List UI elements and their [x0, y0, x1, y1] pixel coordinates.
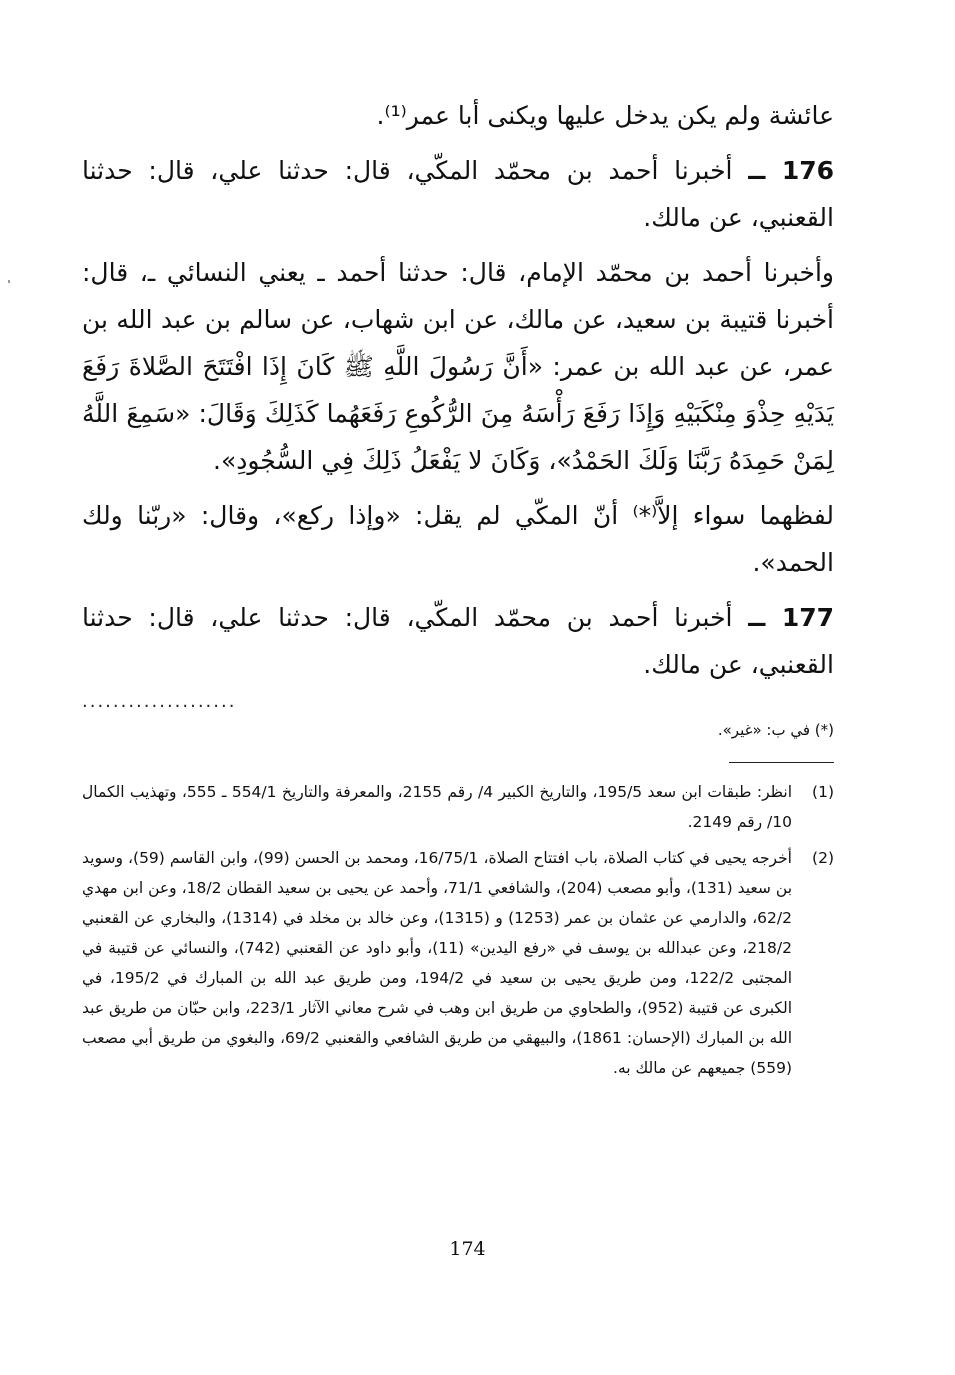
footnotes [82, 777, 834, 1083]
main-text [82, 92, 834, 688]
hadith-176 [82, 147, 834, 241]
text-line-aisha: عائشة ولم يكن يدخل عليها ويكنى أبا عمر⁽¹⁾. [376, 101, 834, 130]
hadith-176-text: أخبرنا أحمد بن محمّد المكّي، قال: حدثنا علي، قال: حدثنا القعنبي، عن مالك. [82, 156, 834, 232]
variant-note-paragraph: لفظهما سواء إلاَّ⁽*⁾ أنّ المكّي لم يقل: «وإذا ركع»، وقال: «ربّنا ولك الحمد». [82, 501, 834, 577]
footnote-separator [729, 762, 834, 763]
page-number: 174 [449, 1238, 486, 1260]
footnote-number: (1) [812, 783, 834, 801]
scan-speck [8, 280, 10, 283]
footnote-text: أخرجه يحيى في كتاب الصلاة، باب افتتاح الصلاة، 16/75/1، ومحمد بن الحسن (99)، وابن القاسم (59)، وسويد بن سعيد (131)، وأبو مصعب (204)، والشافعي 71/1، وأحمد عن يحيى بن سعيد القطان 18/2، وعن ابن مهدي 62/2، والدارمي عن عثمان بن عمر (1253) و (1315)، وعن خالد بن مخلد في (1314)، والبخاري عن القعنبي 218/2، وعن عبدالله بن يوسف في «رفع اليدين» (11)، وأبو داود عن القعنبي (742)، والنسائي عن قتيبة في المجتبى 122/2، ومن طريق يحيى بن سعيد في 194/2، ومن طريق عبد الله بن المبارك في 195/2، في الكبرى عن قتيبة (952)، والطحاوي من طريق ابن وهب في شرح معاني الآثار 223/1، وابن حبّان من طريق عبد الله بن المبارك (الإحسان: 1861)، والبيهقي من طريق الشافعي والقعنبي 69/2، والبغوي من طريق أبي مصعب (559) جميعهم عن مالك به. [82, 849, 793, 1077]
footnote-text: انظر: طبقات ابن سعد 195/5، والتاريخ الكبير 4/ رقم 2155، والمعرفة والتاريخ 554/1 ـ 555، وتهذيب الكمال 10/ رقم 2149. [82, 783, 792, 831]
footnote-number: (2) [812, 849, 834, 867]
footnote-1 [82, 777, 834, 837]
book-page [82, 92, 834, 1089]
continuation-dots: .................... [82, 691, 237, 712]
hadith-number-176: 176 ــ [748, 156, 834, 185]
hadith-number-177: 177 ــ [748, 603, 834, 632]
hadith-177-text: أخبرنا أحمد بن محمّد المكّي، قال: حدثنا علي، قال: حدثنا القعنبي، عن مالك. [82, 603, 834, 679]
hadith-177 [82, 594, 834, 688]
manuscript-variant-note: (*) في ب: «غير». [717, 721, 834, 739]
footnote-2 [82, 843, 834, 1083]
isnad-paragraph: وأخبرنا أحمد بن محمّد الإمام، قال: حدثنا أحمد ـ يعني النسائي ـ، قال: أخبرنا قتيبة بن سعيد، عن مالك، عن ابن شهاب، عن سالم بن عبد الله بن عمر، عن عبد الله بن عمر: «أَنَّ رَسُولَ اللَّهِ ﷺ كَانَ إِذَا افْتَتَحَ الصَّلاةَ رَفَعَ يَدَيْهِ حِذْوَ مِنْكَبَيْهِ وَإِذَا رَفَعَ رَأْسَهُ مِنَ الرُّكُوعِ رَفَعَهُما كَذَلِكَ وَقَالَ: «سَمِعَ اللَّهُ لِمَنْ حَمِدَهُ رَبَّنَا وَلَكَ الحَمْدُ»، وَكَانَ لا يَفْعَلُ ذَلِكَ فِي السُّجُودِ». [82, 258, 834, 475]
